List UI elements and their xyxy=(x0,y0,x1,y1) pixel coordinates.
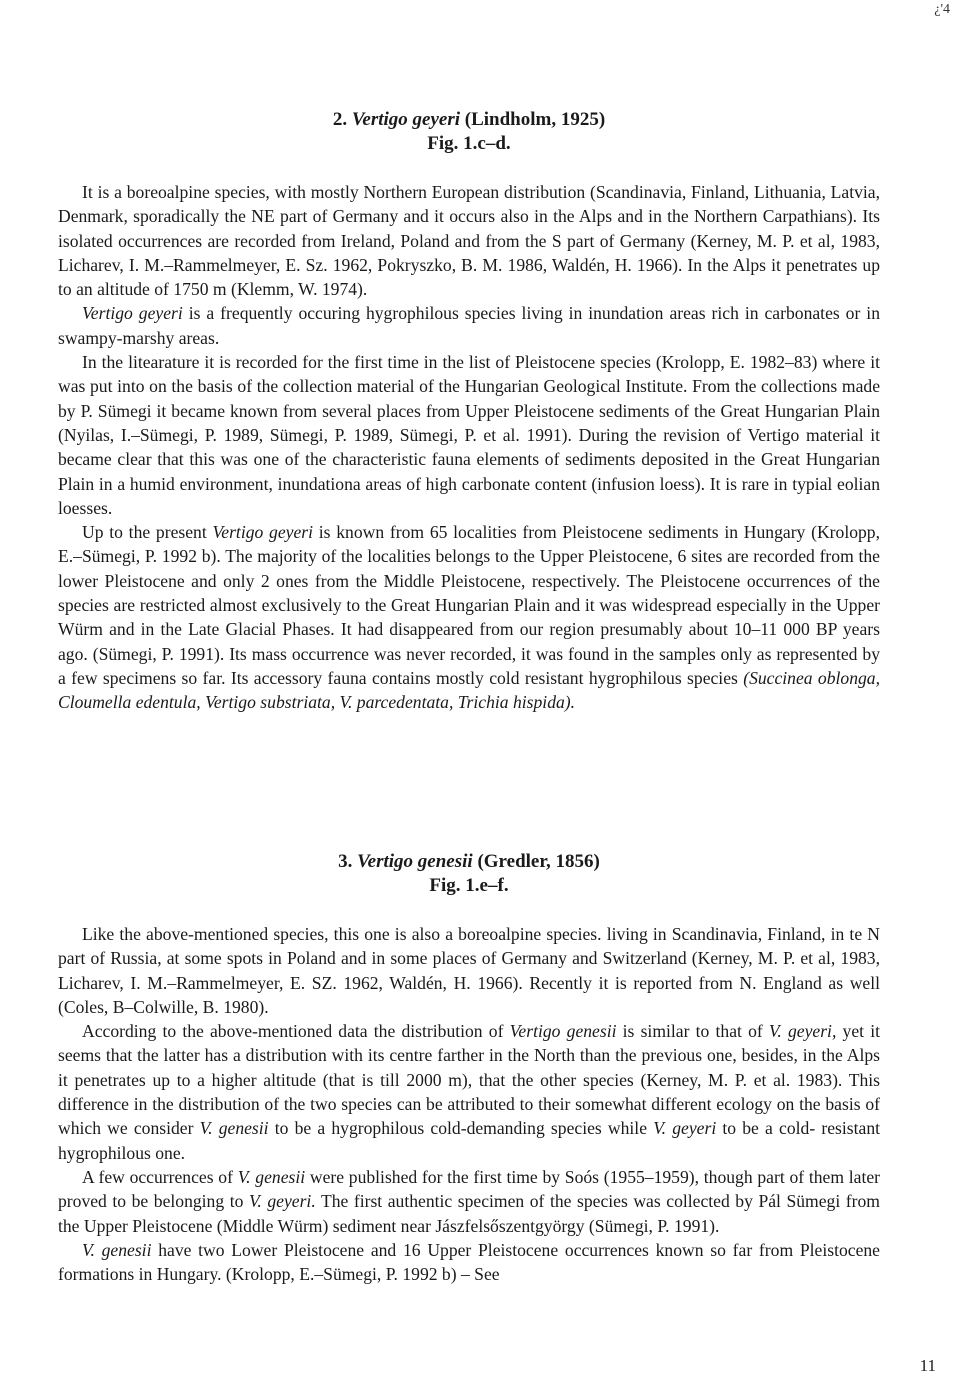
text-run: A few occurrences of xyxy=(82,1166,238,1187)
paragraph xyxy=(58,922,880,1019)
page-number: 11 xyxy=(919,1356,936,1375)
text-run: is a frequently occuring hygrophilous species living in inundation areas rich in carbonates or in swampy-marshy areas. xyxy=(58,303,880,348)
paragraph xyxy=(58,1165,880,1238)
text-run: In the litearature it is recorded for the first time in the list of Pleistocene species (Krolopp, E. 1982–83) where it was put into on the basis of the collection material of the Hungarian Geological Institute. From the collections made by P. Sümegi it became known from several places from Upper Pleistocene sediments of the Great Hungarian Plain (Nyilas, I.–Sümegi, P. 1989, Sümegi, P. 1989, Sümegi, P. et al. 1991). During the revision of Vertigo material it became clear that this was one of the characteristic fauna elements of sediments deposited in the Great Hungarian Plain in a humid environment, inundationa areas of high carbonate content (infusion loess). It is rare in typial eolian loesses. xyxy=(58,352,880,518)
italic-run: Vertigo genesii xyxy=(509,1021,617,1042)
italic-run: V. genesii xyxy=(82,1239,152,1260)
text-run: It is a boreoalpine species, with mostly Northern European distribution (Scandinavia, Finland, Lithuania, Latvia, Denmark, sporadically the NE part of Germany and it occurs also in the Alps and in the Northern Carpathians). Its isolated occurrences are recorded from Ireland, Poland and from the S part of Germany (Kerney, M. P. et al, 1983, Licharev, I. M.–Rammelmeyer, E. Sz. 1962, Pokryszko, B. M. 1986, Waldén, H. 1966). In the Alps it penetrates up to an altitude of 1750 m (Klemm, W. 1974). xyxy=(58,182,880,300)
section-3-number: 3. xyxy=(338,851,358,872)
text-run: is similar to that of xyxy=(616,1021,769,1042)
paragraph xyxy=(58,350,880,520)
corner-mark: ¿'4 xyxy=(934,2,950,17)
text-run: Like the above-mentioned species, this one is also a boreoalpine species. living in Scandinavia, Finland, in te N part of Russia, at some spots in Poland and in some places of Germany and Switzerland (Kerney, M. P. et al, 1983, Licharev, I. M.–Rammelmeyer, E. SZ. 1962, Waldén, H. 1966). Recently it is reported from N. England as well (Coles, B–Colwille, B. 1980). xyxy=(58,924,880,1017)
paragraph xyxy=(58,1019,880,1165)
section-2-species: Vertigo geyeri xyxy=(351,109,460,130)
text-run: According to the above-mentioned data the distribution of xyxy=(82,1021,510,1042)
paragraph xyxy=(58,1238,880,1287)
section-2-author: (Lindholm, 1925) xyxy=(464,109,606,130)
italic-run: Vertigo geyeri xyxy=(82,303,183,324)
text-run: to be a hygrophilous cold-demanding species while xyxy=(268,1118,654,1139)
text-run: The first authentic specimen of the species was collected by Pál Sümegi from the Upper Pleistocene (Middle Würm) sediment near Jászfelsőszentgyörgy (Sümegi, P. 1991). xyxy=(58,1191,880,1236)
text-run: were published for the first time by Soós (1955–1959), though part of them later proved to be belonging to xyxy=(58,1166,880,1212)
italic-run: V. geyeri, xyxy=(768,1021,837,1042)
text-run: is known from 65 localities from Pleistocene sediments in Hungary (Krolopp, E.–Sümegi, P. 1992 b). The majority of the localities belongs to the Upper Pleistocene, 6 sites are recorded from the lower Pleistocene and only 2 ones from the Middle Pleistocene, respectively. The Pleistocene occurrences of the species are restricted almost exclusively to the Great Hungarian Plain and it was widespread especially in the Upper Würm and in the Late Glacial Phases. It had disappeared from our region presumably about 10–11 000 BP years ago. (Sümegi, P. 1991). Its mass occurrence was never recorded, it was found in the samples only as represented by a few specimens so far. Its accessory fauna contains mostly cold resistant hygrophilous species xyxy=(58,522,880,688)
section-3-species: Vertigo genesii xyxy=(357,851,473,872)
section-2-fig: Fig. 1.c–d. xyxy=(427,133,511,154)
section-3-fig: Fig. 1.e–f. xyxy=(429,875,509,896)
section-2-body xyxy=(58,180,880,715)
italic-run: V. genesii xyxy=(199,1118,269,1139)
text-run: yet it seems that the latter has a distribution with its centre farther in the North than the previous one, besides, in the Alps it penetrates up to a higher altitude (that is till 2000 m), that the other species (Kerney, M. P. et al. 1983). This difference in the distribution of the two species can be attributed to their somewhat different ecology on the basis of which we consider xyxy=(58,1021,880,1139)
italic-run: V. genesii xyxy=(237,1166,306,1187)
italic-run: V. geyeri. xyxy=(248,1191,316,1212)
page xyxy=(58,0,880,1384)
section-3-body xyxy=(58,922,880,1286)
text-run: to be a cold- resistant hygrophilous one. xyxy=(58,1118,881,1163)
paragraph xyxy=(58,301,880,350)
paragraph xyxy=(58,180,880,301)
section-3-heading xyxy=(58,850,880,898)
italic-run: Vertigo geyeri xyxy=(212,522,314,543)
italic-run: (Succinea oblonga, Cloumella edentula, Vertigo substriata, V. parcedentata, Trichia hispida). xyxy=(58,667,881,713)
section-3-author: (Gredler, 1856) xyxy=(477,851,600,872)
text-run: have two Lower Pleistocene and 16 Upper Pleistocene occurrences known so far from Pleistocene formations in Hungary. (Krolopp, E.–Sümegi, P. 1992 b) – See xyxy=(58,1239,880,1285)
text-run: Up to the present xyxy=(82,522,213,543)
italic-run: V. geyeri xyxy=(653,1118,717,1139)
paragraph xyxy=(58,520,880,714)
section-2-number: 2. xyxy=(332,109,352,130)
section-2-heading xyxy=(58,108,880,156)
